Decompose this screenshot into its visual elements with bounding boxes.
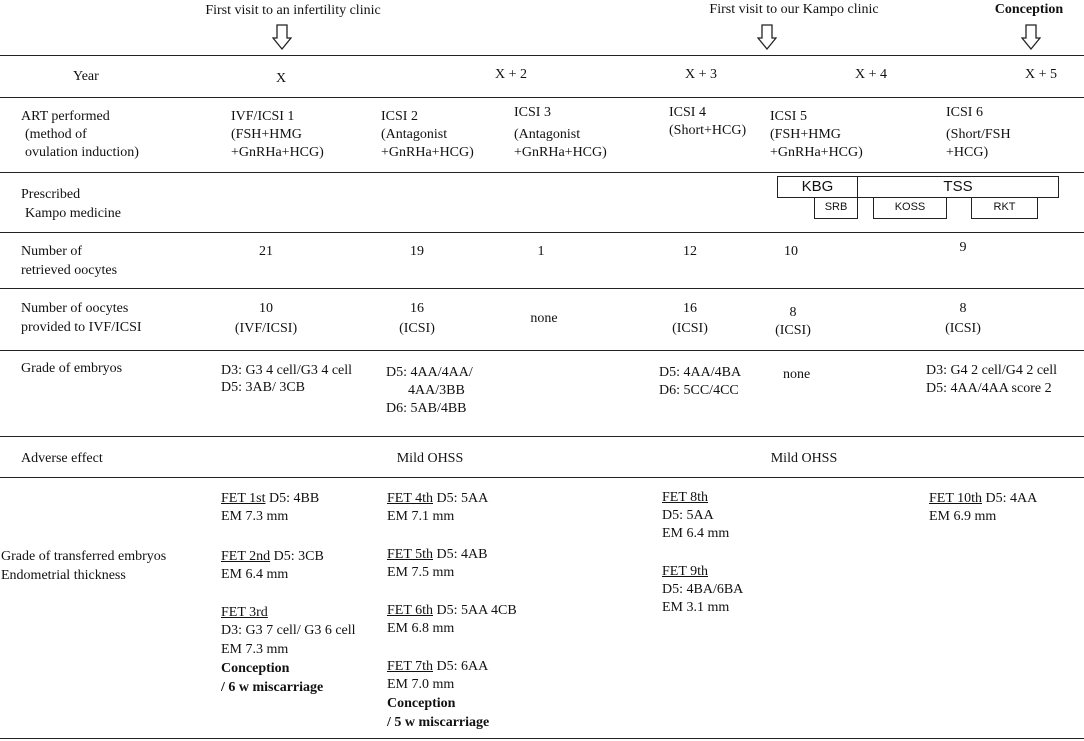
fet-outcome: Conception	[221, 661, 290, 676]
fet-grade: D3: G3 7 cell/ G3 6 cell	[221, 623, 356, 638]
fet-grade: D5: 4AA	[985, 491, 1038, 506]
fet-entry	[387, 602, 517, 619]
embryo-grade: D3: G4 2 cell/G4 2 cell	[926, 363, 1058, 378]
fet-entry	[387, 546, 487, 563]
year-cell: X + 3	[684, 67, 718, 82]
down-arrow-icon	[272, 24, 292, 50]
art-cycle-method: +GnRHa+HCG)	[381, 145, 474, 160]
row-divider	[0, 738, 1084, 739]
adverse-effect: Mild OHSS	[396, 451, 464, 466]
retrieved-count: 21	[259, 244, 273, 259]
art-cycle-method: (Short+HCG)	[669, 123, 747, 138]
kampo-box-koss	[873, 197, 947, 219]
fet-em: EM 6.8 mm	[387, 621, 455, 636]
art-cycle-title: ICSI 6	[946, 105, 983, 120]
provided-method: (ICSI)	[775, 323, 811, 338]
fet-entry	[929, 490, 1037, 507]
retrieved-count: 10	[784, 244, 798, 259]
fet-label: FET 7th	[387, 659, 434, 674]
fet-em: EM 7.1 mm	[387, 509, 455, 524]
fet-grade: D5: 4AB	[436, 547, 488, 562]
fet-grade: D5: 3CB	[273, 549, 324, 564]
embryo-grade: 4AA/3BB	[408, 383, 465, 398]
fet-grade: D5: 5AA	[662, 508, 714, 523]
provided-count: 8	[959, 301, 967, 316]
row-divider	[0, 232, 1084, 233]
art-cycle-method: +GnRHa+HCG)	[514, 145, 607, 160]
embryo-grade: D5: 4AA/4AA score 2	[926, 381, 1052, 396]
retrieved-count: 9	[959, 240, 967, 255]
provided-count: 16	[410, 301, 424, 316]
art-cycle-method: (FSH+HMG	[231, 127, 302, 142]
fet-entry	[221, 490, 319, 507]
provided-method: (ICSI)	[399, 321, 435, 336]
row-label-art: ART performed	[21, 109, 110, 124]
kampo-label: SRB	[824, 201, 848, 213]
fet-label: FET 5th	[387, 547, 434, 562]
art-cycle-method: +GnRHa+HCG)	[770, 145, 863, 160]
adverse-effect: Mild OHSS	[770, 451, 838, 466]
fet-label: FET 9th	[662, 564, 709, 579]
embryo-grade: D5: 4AA/4BA	[659, 365, 742, 380]
row-label-provided: Number of oocytes	[21, 301, 129, 316]
fet-label: FET 8th	[662, 490, 709, 505]
art-cycle-title: ICSI 5	[770, 109, 807, 124]
year-cell: X + 2	[494, 67, 528, 82]
fet-entry	[387, 658, 488, 675]
retrieved-count: 12	[683, 244, 697, 259]
fet-label: FET 4th	[387, 491, 434, 506]
row-label-retrieved: Number of	[21, 244, 83, 259]
kampo-label: TSS	[943, 178, 973, 195]
embryo-grade: D3: G3 4 cell/G3 4 cell	[221, 363, 353, 378]
row-divider	[0, 55, 1084, 56]
fet-label: FET 2nd	[221, 549, 271, 564]
row-label-art: (method of	[25, 127, 87, 142]
row-divider	[0, 350, 1084, 351]
fet-entry	[387, 490, 488, 507]
fet-outcome: / 5 w miscarriage	[387, 715, 490, 730]
provided-count: 8	[789, 305, 797, 320]
fet-em: EM 3.1 mm	[662, 600, 730, 615]
row-label-art: ovulation induction)	[25, 145, 139, 160]
row-divider	[0, 288, 1084, 289]
art-cycle-method: +HCG)	[946, 145, 989, 160]
provided-count: 10	[259, 301, 273, 316]
embryo-grade: D5: 4AA/4AA/	[386, 365, 473, 380]
row-divider	[0, 477, 1084, 478]
down-arrow-icon	[757, 24, 777, 50]
fet-grade: D5: 6AA	[436, 659, 489, 674]
row-label-transfer: Grade of transferred embryos	[1, 549, 167, 564]
embryo-grade: D5: 3AB/ 3CB	[221, 380, 306, 395]
art-cycle-method: (Antagonist	[381, 127, 448, 142]
provided-method: (IVF/ICSI)	[234, 321, 298, 336]
retrieved-count: 1	[537, 244, 545, 259]
retrieved-count: 19	[410, 244, 424, 259]
down-arrow-icon	[1021, 24, 1041, 50]
year-cell: X + 4	[854, 67, 888, 82]
fet-label: FET 10th	[929, 491, 983, 506]
kampo-label: KOSS	[894, 201, 926, 213]
row-label-adverse: Adverse effect	[21, 451, 103, 466]
kampo-label: RKT	[993, 201, 1016, 213]
provided-method: (ICSI)	[672, 321, 708, 336]
fet-em: EM 7.3 mm	[221, 509, 289, 524]
embryo-grade: none	[783, 367, 811, 382]
row-divider	[0, 172, 1084, 173]
art-cycle-title: ICSI 3	[514, 105, 551, 120]
fet-grade: D5: 5AA	[436, 491, 489, 506]
fet-em: EM 6.9 mm	[929, 509, 997, 524]
provided-count: 16	[683, 301, 697, 316]
fet-outcome: Conception	[387, 696, 456, 711]
row-label-grade: Grade of embryos	[21, 361, 123, 376]
row-label-provided: provided to IVF/ICSI	[21, 320, 142, 335]
fet-em: EM 7.5 mm	[387, 565, 455, 580]
art-cycle-method: +GnRHa+HCG)	[231, 145, 324, 160]
year-cell: X + 5	[1024, 67, 1058, 82]
row-label-year: Year	[73, 69, 99, 84]
row-divider	[0, 97, 1084, 98]
provided-method: (ICSI)	[945, 321, 981, 336]
art-cycle-method: (FSH+HMG	[770, 127, 841, 142]
kampo-box-kbg	[777, 176, 858, 198]
fet-em: EM 7.0 mm	[387, 677, 455, 692]
fet-entry	[221, 548, 324, 565]
event-conception: Conception	[994, 2, 1064, 17]
kampo-label: KBG	[801, 178, 834, 195]
art-cycle-title: ICSI 4	[669, 105, 706, 120]
kampo-box-tss	[857, 176, 1059, 198]
fet-em: EM 6.4 mm	[221, 567, 289, 582]
art-cycle-title: IVF/ICSI 1	[231, 109, 295, 124]
event-first-visit-infertility: First visit to an infertility clinic	[205, 3, 381, 18]
fet-grade: D5: 5AA 4CB	[436, 603, 517, 618]
fet-label: FET 3rd	[221, 605, 268, 620]
fet-label: FET 1st	[221, 491, 266, 506]
row-label-kampo: Prescribed	[21, 187, 81, 202]
row-label-retrieved: retrieved oocytes	[21, 263, 118, 278]
fet-em: EM 6.4 mm	[662, 526, 730, 541]
row-label-kampo: Kampo medicine	[25, 206, 122, 221]
fet-em: EM 7.3 mm	[221, 642, 289, 657]
kampo-box-srb	[814, 197, 858, 219]
provided-count: none	[530, 311, 558, 326]
row-divider	[0, 436, 1084, 437]
art-cycle-method: (Antagonist	[514, 127, 581, 142]
fet-grade: D5: 4BA/6BA	[662, 582, 744, 597]
year-cell: X	[275, 71, 287, 86]
kampo-box-rkt	[971, 197, 1038, 219]
row-label-transfer: Endometrial thickness	[1, 568, 126, 583]
fet-label: FET 6th	[387, 603, 434, 618]
event-first-visit-kampo: First visit to our Kampo clinic	[709, 2, 879, 17]
embryo-grade: D6: 5AB/4BB	[386, 401, 467, 416]
fet-grade: D5: 4BB	[268, 491, 320, 506]
fet-outcome: / 6 w miscarriage	[221, 680, 324, 695]
art-cycle-title: ICSI 2	[381, 109, 418, 124]
art-cycle-method: (Short/FSH	[946, 127, 1011, 142]
embryo-grade: D6: 5CC/4CC	[659, 383, 739, 398]
